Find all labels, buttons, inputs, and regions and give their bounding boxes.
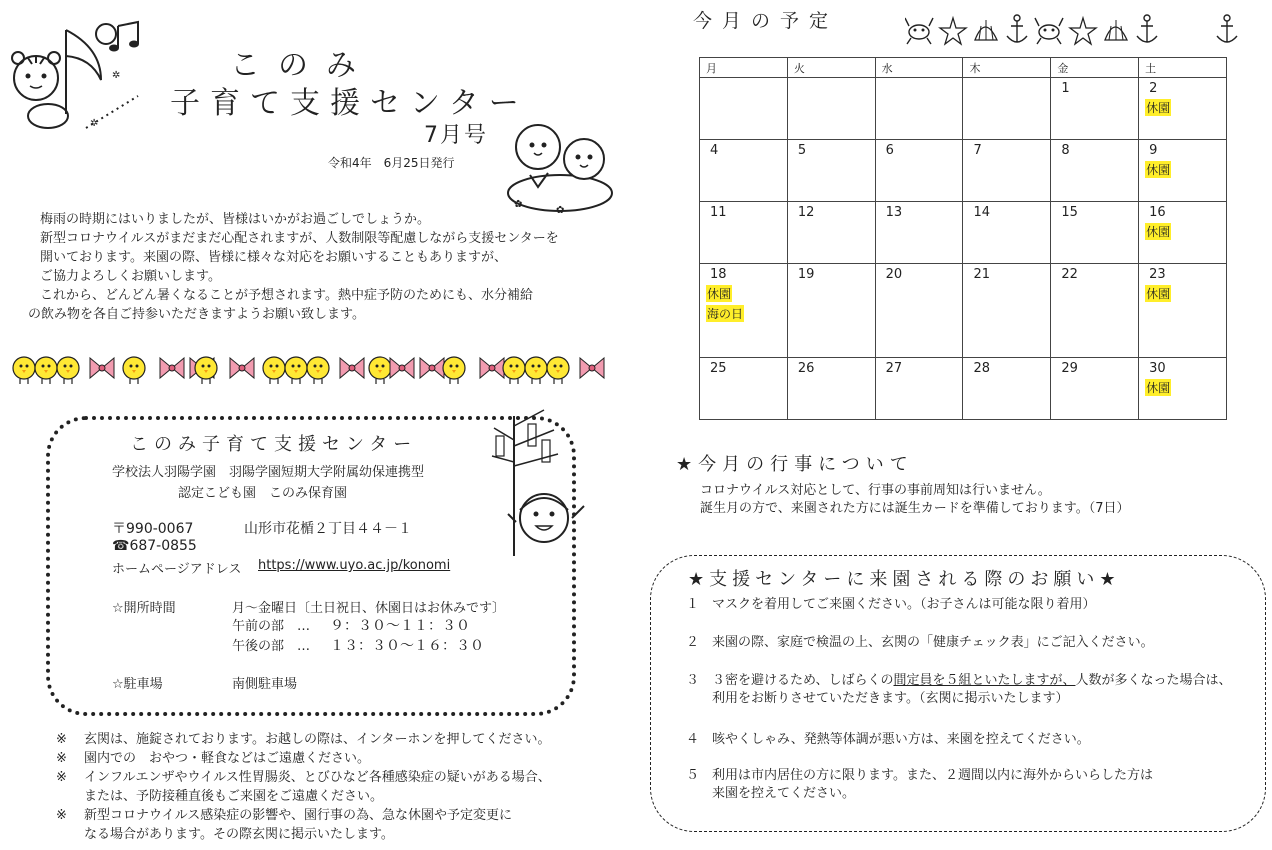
calendar-week-row — [700, 140, 1227, 202]
weekday-header: 火 — [787, 58, 875, 78]
note-line: または、予防接種直後もご来園をご遠慮ください。 — [84, 789, 384, 804]
calendar-day-cell — [700, 264, 788, 358]
calendar-day-cell — [787, 140, 875, 202]
calendar-day-cell — [1051, 264, 1139, 358]
day-note-badge: 休園 — [1146, 225, 1171, 240]
day-note-badge: 休園 — [1146, 380, 1171, 395]
schedule-title: 今月の予定 — [693, 10, 839, 32]
note-mark: ※ — [56, 770, 67, 785]
day-number: 20 — [885, 267, 903, 283]
calendar-day-cell — [963, 78, 1051, 140]
request-continuation: 利用をお断りさせていただきます。（玄関に掲示いたします） — [712, 691, 1069, 706]
schedule-calendar — [699, 57, 1227, 420]
note-item — [56, 768, 616, 806]
note-item — [56, 730, 616, 749]
intro-line: 開いております。来園の際、皆様に様々な対応をお願いすることもありますが、 — [40, 250, 507, 265]
day-number: 25 — [710, 360, 727, 376]
day-number: 8 — [1061, 143, 1070, 159]
calendar-day-cell — [1051, 140, 1139, 202]
calendar-day-cell — [875, 357, 963, 419]
am-time: ９：３０～１１：３０ — [330, 618, 470, 634]
calendar-day-cell — [1051, 78, 1139, 140]
events-title: ★今月の行事について — [676, 454, 914, 475]
calendar-day-cell — [963, 264, 1051, 358]
calendar-week-row — [700, 264, 1227, 358]
publish-date: 令和4年 6月25日発行 — [328, 156, 455, 170]
request-text: ３密を避けるため、しばらくの — [712, 673, 894, 688]
notes-list — [56, 730, 616, 844]
weekday-header: 月 — [700, 58, 788, 78]
request-text: マスクを着用してご来園ください。（お子さんは可能な限り着用） — [712, 597, 1096, 612]
postal-code: 〒990-0067 — [112, 521, 194, 537]
note-text — [84, 768, 551, 806]
requests-title: ★支援センターに来園される際のお願い★ — [688, 569, 1121, 590]
calendar-day-cell — [963, 202, 1051, 264]
note-text — [84, 806, 512, 844]
two-characters-illustration — [500, 115, 620, 215]
am-label: 午前の部 … — [232, 619, 311, 634]
day-number: 1 — [1061, 81, 1070, 96]
request-item — [686, 634, 1154, 652]
intro-line: これから、どんどん暑くなることが予想されます。熱中症予防のためにも、水分補給 — [40, 288, 533, 303]
parking-value: 南側駐車場 — [232, 677, 298, 692]
hours-label: ☆開所時間 — [112, 601, 176, 616]
request-number: ２ — [686, 635, 700, 650]
note-item — [56, 806, 616, 844]
note-line: インフルエンザやウイルス性胃腸炎、とびひなど各種感染症の疑いがある場合、 — [84, 770, 551, 785]
calendar-day-cell — [1139, 78, 1227, 140]
calendar-week-row — [700, 78, 1227, 140]
day-number: 9 — [1149, 143, 1158, 159]
svg-text:✿: ✿ — [556, 205, 565, 215]
day-note-badge: 休園 — [1146, 163, 1171, 178]
day-number: 15 — [1061, 205, 1078, 221]
day-number: 21 — [973, 267, 991, 283]
request-number: ３ — [686, 673, 700, 688]
calendar-day-cell — [963, 357, 1051, 419]
calendar-day-cell — [875, 78, 963, 140]
calendar-day-cell — [787, 264, 875, 358]
calendar-day-cell — [1139, 140, 1227, 202]
parking-label: ☆駐車場 — [112, 677, 163, 692]
day-number: 23 — [1149, 267, 1166, 283]
weekday-header: 金 — [1051, 58, 1139, 78]
calendar-day-cell — [700, 140, 788, 202]
request-continuation: 来園を控えてください。 — [712, 786, 856, 801]
hours-days: 月～金曜日〔土日祝日、休園日はお休みです〕 — [232, 601, 506, 616]
calendar-day-cell — [700, 202, 788, 264]
calendar-week-row — [700, 202, 1227, 264]
day-note-badge: 休園 — [707, 287, 732, 302]
intro-text — [28, 210, 640, 324]
homepage-link[interactable]: https://www.uyo.ac.jp/konomi — [258, 558, 451, 573]
address: 山形市花楯２丁目４４－１ — [244, 521, 412, 537]
day-number: 19 — [797, 267, 815, 283]
calendar-day-cell — [1051, 202, 1139, 264]
note-mark: ※ — [56, 751, 67, 766]
day-note-badge: 海の日 — [707, 307, 744, 322]
day-number: 29 — [1061, 360, 1078, 376]
center-title: このみ子育て支援センター — [130, 434, 418, 455]
issue-label: 7月号 — [424, 123, 488, 148]
calendar-day-cell — [700, 78, 788, 140]
calendar-day-cell — [963, 140, 1051, 202]
intro-line: 新型コロナウイルスがまだまだ心配されますが、人数制限等配慮しながら支援センターを — [40, 231, 559, 246]
calendar-day-cell — [1139, 357, 1227, 419]
pm-time: １３：３０～１６：３０ — [330, 638, 484, 654]
request-number: ５ — [686, 768, 700, 783]
tiger-music-illustration — [6, 18, 146, 136]
request-text: 来園の際、家庭で検温の上、玄関の「健康チェック表」にご記入ください。 — [712, 635, 1154, 650]
request-item — [686, 672, 1256, 708]
title-line2: 子育て支援センター — [170, 86, 529, 121]
day-number: 30 — [1149, 360, 1166, 376]
calendar-week-row — [700, 357, 1227, 419]
day-number: 16 — [1149, 205, 1166, 221]
request-text-underlined: 間定員を５組といたしますが、 — [893, 673, 1076, 688]
note-text: 園内での おやつ・軽食などはご遠慮ください。 — [84, 751, 371, 766]
phone-number: ☎687-0855 — [112, 538, 197, 554]
calendar-day-cell — [787, 78, 875, 140]
org-line2: 認定こども園 このみ保育園 — [178, 486, 348, 501]
events-line: 誕生月の方で、来園された方には誕生カードを準備しております。（7日） — [700, 501, 1130, 516]
request-item — [686, 596, 1096, 614]
chick-ribbon-border — [12, 350, 612, 390]
sea-creatures-border — [905, 10, 1245, 50]
day-number: 13 — [885, 205, 903, 221]
note-mark: ※ — [56, 808, 67, 823]
svg-text:✲: ✲ — [112, 70, 121, 81]
day-number: 26 — [797, 360, 815, 376]
request-number: １ — [686, 597, 700, 612]
intro-line: 梅雨の時期にはいりましたが、皆様はいかがお過ごしでしょうか。 — [40, 212, 431, 227]
day-number: 5 — [797, 143, 807, 159]
note-line: なる場合があります。その際玄関に掲示いたします。 — [84, 827, 394, 842]
calendar-day-cell — [787, 202, 875, 264]
events-line: コロナウイルス対応として、行事の事前周知は行いません。 — [700, 483, 1051, 498]
org-line1: 学校法人羽陽学園 羽陽学園短期大学附属幼保連携型 — [112, 465, 425, 480]
day-number: 11 — [710, 205, 727, 221]
day-number: 18 — [710, 267, 727, 283]
request-text: 人数が多くなった場合は、 — [1075, 673, 1232, 688]
day-number: 6 — [885, 143, 894, 159]
note-item — [56, 749, 616, 768]
calendar-day-cell — [1139, 264, 1227, 358]
day-note-badge: 休園 — [1146, 101, 1171, 115]
day-number: 28 — [973, 360, 991, 376]
day-number: 22 — [1061, 267, 1078, 283]
calendar-day-cell — [875, 202, 963, 264]
note-mark: ※ — [56, 732, 67, 747]
request-text: 利用は市内居住の方に限ります。また、２週間以内に海外からいらした方は — [712, 768, 1153, 783]
day-number: 7 — [973, 143, 982, 159]
request-item — [686, 731, 1090, 749]
day-number: 4 — [710, 143, 719, 159]
calendar-day-cell — [875, 264, 963, 358]
svg-text:✿: ✿ — [514, 199, 523, 210]
calendar-day-cell — [1051, 357, 1139, 419]
intro-line: ご協力よろしくお願いします。 — [40, 269, 221, 284]
request-item — [686, 767, 1153, 803]
calendar-day-cell — [875, 140, 963, 202]
intro-line: の飲み物を各自ご持参いただきますようお願い致します。 — [28, 307, 365, 322]
tanabata-child-illustration — [484, 406, 594, 566]
day-number: 12 — [797, 205, 815, 221]
title-line1: このみ — [230, 48, 374, 83]
svg-text:✲: ✲ — [90, 118, 99, 129]
note-line: 新型コロナウイルス感染症の影響や、園行事の為、急な休園や予定変更に — [84, 808, 512, 823]
weekday-header: 木 — [963, 58, 1051, 78]
weekday-header: 水 — [875, 58, 963, 78]
day-note-badge: 休園 — [1146, 287, 1171, 302]
calendar-day-cell — [787, 357, 875, 419]
homepage-label: ホームページアドレス — [112, 562, 242, 577]
weekday-header: 土 — [1139, 58, 1227, 78]
day-number: 14 — [973, 205, 991, 221]
calendar-header-row — [700, 58, 1227, 78]
calendar-day-cell — [1139, 202, 1227, 264]
pm-label: 午後の部 … — [232, 639, 311, 654]
day-number: 2 — [1149, 81, 1158, 96]
calendar-day-cell — [700, 357, 788, 419]
events-body — [700, 482, 1129, 518]
request-number: ４ — [686, 732, 700, 747]
note-text: 玄関は、施錠されております。お越しの際は、インターホンを押してください。 — [84, 732, 551, 747]
request-text: 咳やくしゃみ、発熱等体調が悪い方は、来園を控えてください。 — [712, 732, 1090, 747]
day-number: 27 — [885, 360, 903, 376]
